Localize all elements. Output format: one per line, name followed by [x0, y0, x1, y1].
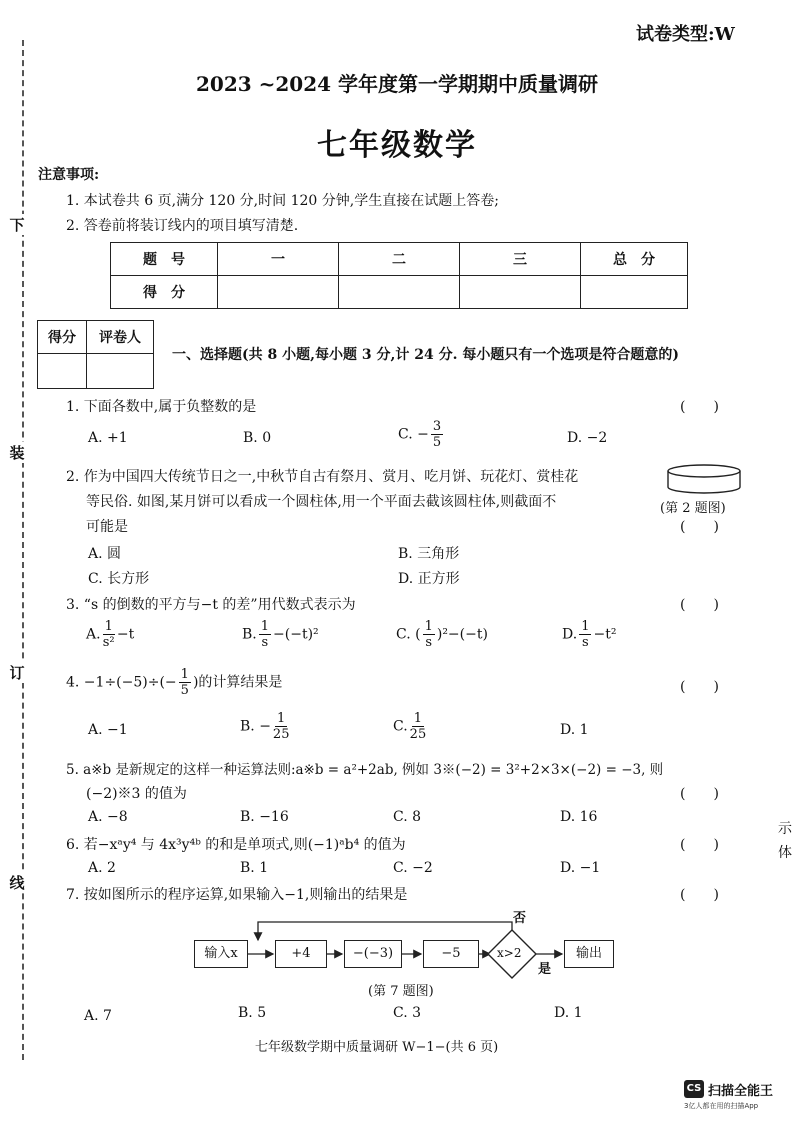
- q2-option-b: B. 三角形: [398, 546, 460, 562]
- q7-option-d: D. 1: [554, 1005, 583, 1021]
- q1-option-c: C. − $\frac{3}{5}$: [398, 419, 442, 450]
- flow-output-box: 输出: [564, 940, 614, 968]
- q3-option-b: B. $\frac{1}{s}$ −(−t)²: [242, 619, 319, 650]
- margin-char-ding: 订: [9, 664, 25, 682]
- q4-option-a: A. −1: [88, 722, 128, 738]
- q1-stem: 1. 下面各数中,属于负整数的是: [66, 399, 257, 415]
- margin-char-xian: 线: [9, 874, 25, 892]
- q3-option-c: C. ( $\frac{1}{s}$ )²−(−t): [396, 619, 488, 650]
- q5-option-a: A. −8: [88, 809, 128, 825]
- q2-line-1: 2. 作为中国四大传统节日之一,中秋节自古有祭月、赏月、吃月饼、玩花灯、赏桂花: [66, 469, 579, 485]
- q6-option-c: C. −2: [393, 860, 433, 876]
- q7-option-b: B. 5: [238, 1005, 267, 1021]
- q5-option-b: B. −16: [240, 809, 289, 825]
- q3-stem: 3. “s 的倒数的平方与−t 的差”用代数式表示为: [66, 597, 356, 613]
- q6-option-d: D. −1: [560, 860, 601, 876]
- camscanner-logo-icon: CS: [684, 1080, 704, 1098]
- q6-option-b: B. 1: [240, 860, 269, 876]
- q2-option-c: C. 长方形: [88, 571, 150, 587]
- q2-line-3: 可能是: [86, 519, 128, 535]
- q2-option-d: D. 正方形: [398, 571, 460, 587]
- q5-option-d: D. 16: [560, 809, 598, 825]
- q5-line-2: (−2)※3 的值为: [86, 786, 187, 802]
- margin-char-zhuang: 装: [9, 444, 25, 462]
- notice-item-2: 2. 答卷前将装订线内的项目填写清楚.: [66, 218, 299, 234]
- q1-option-d: D. −2: [567, 430, 608, 446]
- q6-answer-bracket[interactable]: ( ): [680, 837, 719, 853]
- q7-figure-caption: (第 7 题图): [368, 984, 434, 999]
- q4-option-c: C. $\frac{1}{25}$: [393, 711, 427, 742]
- score-row-label: 得 分: [111, 276, 218, 309]
- side-note-2: 体: [778, 845, 792, 861]
- q7-option-a: A. 7: [84, 1008, 112, 1024]
- section1-title: 一、选择题(共 8 小题,每小题 3 分,计 24 分. 每小题只有一个选项是符合题意的): [172, 347, 679, 363]
- grader-name-label: 评卷人: [87, 321, 154, 354]
- q7-stem: 7. 按如图所示的程序运算,如果输入−1,则输出的结果是: [66, 887, 408, 903]
- q7-answer-bracket[interactable]: ( ): [680, 887, 719, 903]
- flow-op2-box: −(−3): [344, 940, 402, 968]
- q2-figure-caption: (第 2 题图): [660, 501, 726, 516]
- q2-answer-bracket[interactable]: ( ): [680, 519, 719, 535]
- watermark-tagline: 3亿人都在用的扫描App: [684, 1102, 759, 1110]
- watermark-brand: 扫描全能王: [708, 1084, 774, 1099]
- flow-input-box: 输入x: [194, 940, 248, 968]
- score-header-2: 二: [339, 243, 460, 276]
- q3-option-a: A. $\frac{1}{\text{s²}}$ −t: [86, 619, 135, 650]
- score-header-3: 三: [460, 243, 581, 276]
- side-note-1: 示: [778, 821, 792, 837]
- exam-title: 2023 ~2024 学年度第一学期期中质量调研: [195, 72, 598, 96]
- q4-option-d: D. 1: [560, 722, 589, 738]
- flow-no-label: 否: [513, 911, 527, 926]
- q6-option-a: A. 2: [88, 860, 116, 876]
- margin-char-xia: 下: [9, 216, 25, 234]
- q4-answer-bracket[interactable]: ( ): [680, 679, 719, 695]
- score-header-total: 总 分: [581, 243, 688, 276]
- q5-option-c: C. 8: [393, 809, 422, 825]
- flow-condition: x>2: [497, 946, 522, 960]
- subject-title: 七年级数学: [317, 128, 477, 163]
- paper-type: 试卷类型:W: [636, 24, 735, 45]
- flow-op3-box: −5: [423, 940, 479, 968]
- q6-stem: 6. 若−xᵃy⁴ 与 4x³y⁴ᵇ 的和是单项式,则(−1)ᵃb⁴ 的值为: [66, 837, 406, 853]
- q2-line-2: 等民俗. 如图,某月饼可以看成一个圆柱体,用一个平面去截该圆柱体,则截面不: [86, 494, 557, 510]
- q1-option-a: A. +1: [88, 430, 128, 446]
- score-header-label: 题 号: [111, 243, 218, 276]
- q3-option-d: D. $\frac{1}{s}$ −t²: [562, 619, 617, 650]
- q2-option-a: A. 圆: [88, 546, 122, 562]
- q4-option-b: B. − $\frac{1}{25}$: [240, 711, 290, 742]
- q5-answer-bracket[interactable]: ( ): [680, 786, 719, 802]
- flow-yes-label: 是: [538, 962, 552, 977]
- score-header-1: 一: [218, 243, 339, 276]
- q4-stem: 4. −1÷(−5)÷(− $\frac{1}{5}$ )的计算结果是: [66, 667, 283, 698]
- q7-option-c: C. 3: [393, 1005, 422, 1021]
- flow-op1-box: +4: [275, 940, 327, 968]
- grader-score-label: 得分: [38, 321, 87, 354]
- q3-answer-bracket[interactable]: ( ): [680, 597, 719, 613]
- q1-option-b: B. 0: [243, 430, 272, 446]
- q1-answer-bracket[interactable]: ( ): [680, 399, 719, 415]
- page-footer: 七年级数学期中质量调研 W−1−(共 6 页): [255, 1040, 499, 1055]
- notice-item-1: 1. 本试卷共 6 页,满分 120 分,时间 120 分钟,学生直接在试题上答卷;: [66, 193, 499, 209]
- notice-heading: 注意事项:: [38, 167, 100, 183]
- q5-line-1: 5. a※b 是新规定的这样一种运算法则:a※b = a²+2ab, 例如 3※(−2) = 3²+2×3×(−2) = −3, 则: [66, 762, 664, 778]
